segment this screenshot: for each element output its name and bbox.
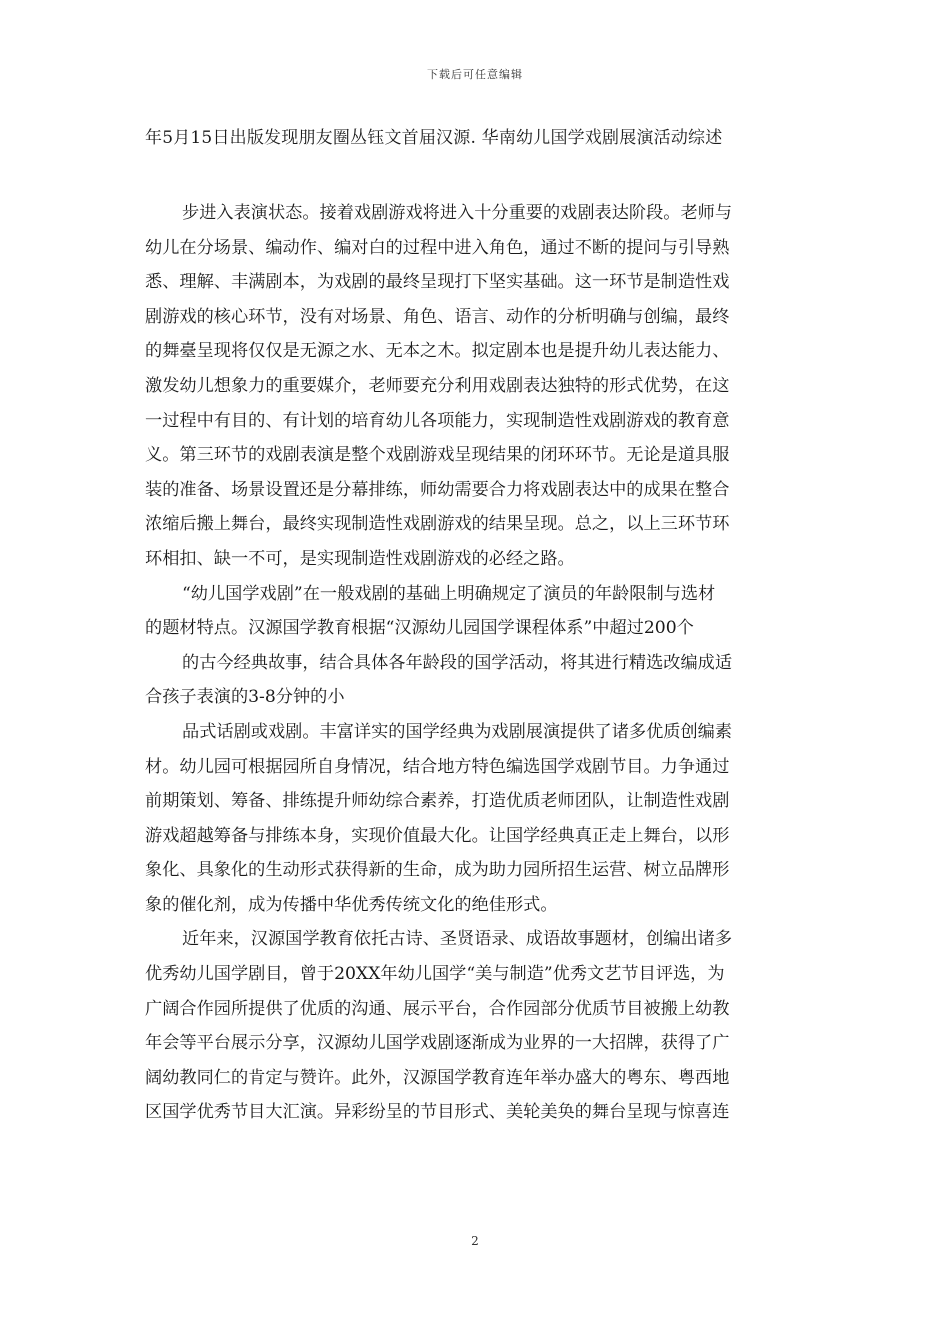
- text-line: 年会等平台展示分享，汉源幼儿国学戏剧逐渐成为业界的一大招牌，获得了广: [145, 1033, 730, 1054]
- text-line: 义。第三环节的戏剧表演是整个戏剧游戏呈现结果的闭环环节。无论是道具服: [145, 445, 730, 466]
- text-line: 悉、理解、丰满剧本，为戏剧的最终呈现打下坚实基础。这一环节是制造性戏: [145, 272, 730, 293]
- text-line: 装的准备、场景设置还是分幕排练，师幼需要合力将戏剧表达中的成果在整合: [145, 479, 730, 500]
- text-line: 游戏超越筹备与排练本身，实现价值最大化。让国学经典真正走上舞台，以形: [145, 825, 730, 846]
- document-title: 年5月15日出版发现朋友圈丛钰文首届汉源. 华南幼儿国学戏剧展演活动综述: [145, 128, 723, 148]
- text-line: 近年来，汉源国学教育依托古诗、圣贤语录、成语故事题材，创编出诸多: [182, 929, 733, 950]
- text-line: 浓缩后搬上舞台，最终实现制造性戏剧游戏的结果呈现。总之，以上三环节环: [145, 514, 730, 535]
- text-line: 阔幼教同仁的肯定与赞许。此外，汉源国学教育连年举办盛大的粤东、粤西地: [145, 1067, 730, 1088]
- text-line: 步进入表演状态。接着戏剧游戏将进入十分重要的戏剧表达阶段。老师与: [182, 203, 733, 223]
- text-line: 剧游戏的核心环节，没有对场景、角色、语言、动作的分析明确与创编，最终: [145, 306, 730, 327]
- text-line: 广阔合作园所提供了优质的沟通、展示平台，合作园部分优质节目被搬上幼教: [145, 998, 730, 1019]
- text-line: “幼儿国学戏剧”在一般戏剧的基础上明确规定了演员的年龄限制与选材: [182, 583, 716, 604]
- text-line: 区国学优秀节目大汇演。异彩纷呈的节目形式、美轮美奂的舞台呈现与惊喜连: [145, 1102, 730, 1123]
- text-line: 幼儿在分场景、编动作、编对白的过程中进入角色，通过不断的提问与引导熟: [145, 237, 730, 258]
- text-line: 激发幼儿想象力的重要媒介，老师要充分利用戏剧表达独特的形式优势，在这: [145, 375, 730, 396]
- body-text: [145, 196, 810, 1130]
- text-line: 环相扣、缺一不可，是实现制造性戏剧游戏的必经之路。: [145, 548, 575, 569]
- text-line: 象的催化剂，成为传播中华优秀传统文化的绝佳形式。: [145, 894, 558, 915]
- text-line: 的古今经典故事，结合具体各年龄段的国学活动，将其进行精选改编成适: [182, 652, 733, 673]
- text-line: 的舞臺呈现将仅仅是无源之水、无本之木。拟定剧本也是提升幼儿表达能力、: [145, 341, 730, 362]
- text-line: 优秀幼儿国学剧目，曾于20XX年幼儿国学“美与制造”优秀文艺节目评选，为: [145, 964, 725, 985]
- text-line: 材。幼儿园可根据园所自身情况，结合地方特色编选国学戏剧节目。力争通过: [145, 756, 730, 777]
- text-line: 合孩子表演的3-8分钟的小: [145, 687, 345, 708]
- text-line: 前期策划、筹备、排练提升师幼综合素养，打造优质老师团队，让制造性戏剧: [145, 791, 730, 812]
- text-line: 的题材特点。汉源国学教育根据“汉源幼儿园国学课程体系”中超过200个: [145, 618, 694, 639]
- text-line: 一过程中有目的、有计划的培育幼儿各项能力，实现制造性戏剧游戏的教育意: [145, 410, 730, 431]
- text-line: 象化、具象化的生动形式获得新的生命，成为助力园所招生运营、树立品牌形: [145, 860, 730, 881]
- page-header: 下载后可任意编辑: [427, 68, 523, 81]
- text-line: 品式话剧或戏剧。丰富详实的国学经典为戏剧展演提供了诸多优质创编素: [182, 721, 733, 742]
- page-number: 2: [471, 1234, 479, 1248]
